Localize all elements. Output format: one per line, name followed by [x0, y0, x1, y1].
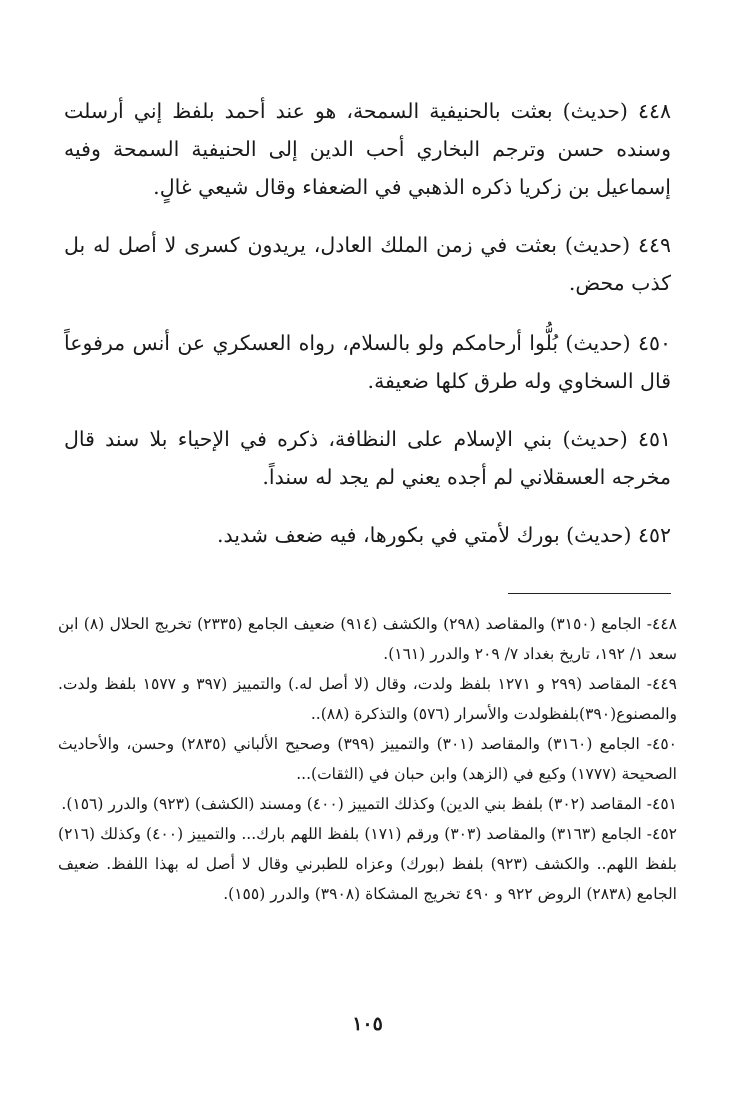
hadith-entry: ٤٤٩ (حديث) بعثت في زمن الملك العادل، يريدون كسرى لا أصل له بل كذب محض.: [64, 233, 671, 295]
footnote-entry: ٤٥١- المقاصد (٣٠٢) بلفظ بني الدين) وكذلك التمييز (٤٠٠) ومسند (الكشف) (٩٢٣) والدرر (١٥٦).: [61, 795, 677, 813]
footnote-entry: ٤٤٨- الجامع (٣١٥٠) والمقاصد (٢٩٨) والكشف (٩١٤) ضعيف الجامع (٢٣٣٥) تخريج الحلال (٨) ابن سعد ١/ ١٩٢، تاريخ بغداد ٧/ ٢٠٩ والدرر (١٦١).: [58, 615, 677, 663]
hadith-entry: ٤٥٢ (حديث) بورك لأمتي في بكورها، فيه ضعف شديد.: [217, 523, 671, 547]
page-number: ١٠٥: [352, 1013, 383, 1035]
footnote-entry: ٤٥٠- الجامع (٣١٦٠) والمقاصد (٣٠١) والتمييز (٣٩٩) وصحيح الألباني (٢٨٣٥) وحسن، والأحاديث الصحيحة (١٧٧٧) وكيع في (الزهد) وابن حبان في (الثقات)...: [58, 735, 677, 783]
hadith-entry: ٤٤٨ (حديث) بعثت بالحنيفية السمحة، هو عند أحمد بلفظ إني أرسلت وسنده حسن وترجم البخاري أحب الدين إلى الحنيفية السمحة وفيه إسماعيل بن زكريا ذكره الذهبي في الضعفاء وقال شيعي غالٍ.: [64, 99, 671, 199]
footnote-entry: ٤٥٢- الجامع (٣١٦٣) والمقاصد (٣٠٣) ورقم (١٧١) بلفظ اللهم بارك... والتمييز (٤٠٠) وكذلك (٢١٦) بلفظ اللهم.. والكشف (٩٢٣) بلفظ (بورك) وعزاه للطبرني وقال لا أصل له بهذا اللفظ. ضعيف الجامع (٢٨٣٨) الروض ٩٢٢ و ٤٩٠ تخريج المشكاة (٣٩٠٨) والدرر (١٥٥).: [58, 825, 678, 903]
footnote-entry: ٤٤٩- المقاصد (٢٩٩ و ١٢٧١ بلفظ ولدت، وقال (لا أصل له.) والتمييز (٣٩٧ و ١٥٧٧ بلفظ ولدت. والمصنوع(٣٩٠)بلفظولدت والأسرار (٥٧٦) والتذكرة (٨٨)..: [58, 675, 678, 723]
hadith-entry: ٤٥٠ (حديث) بُلُّوا أرحامكم ولو بالسلام، رواه العسكري عن أنس مرفوعاً قال السخاوي وله طرق كلها ضعيفة.: [64, 331, 671, 393]
main-text: [64, 92, 671, 576]
footnotes: [58, 609, 677, 909]
footnote-divider: [508, 593, 671, 594]
hadith-entry: ٤٥١ (حديث) بني الإسلام على النظافة، ذكره في الإحياء بلا سند قال مخرجه العسقلاني لم أجده يعني لم يجد له سنداً.: [64, 427, 671, 489]
